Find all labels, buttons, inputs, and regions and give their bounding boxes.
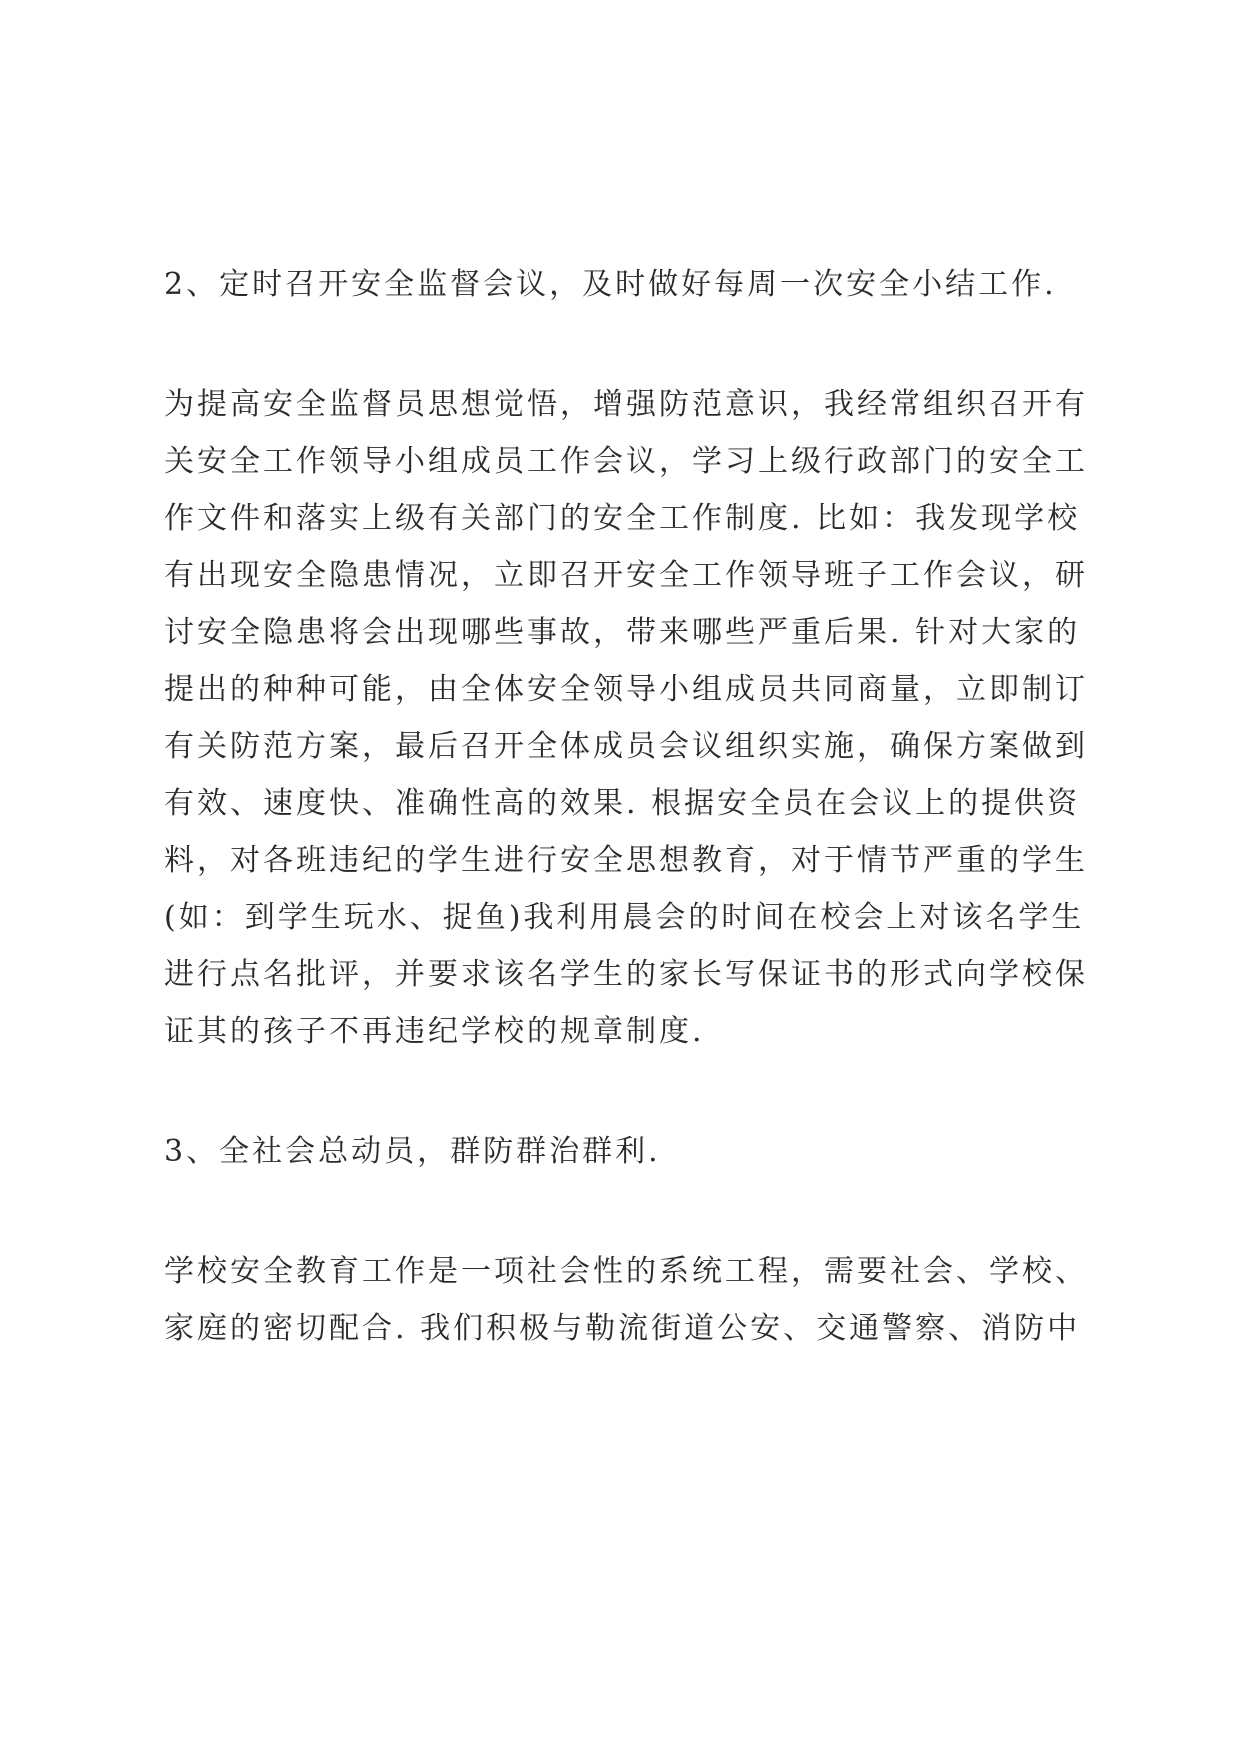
paragraph-line: 家庭的密切配合. 我们积极与勒流街道公安、交通警察、消防中 bbox=[164, 1311, 1081, 1346]
paragraph-line: 讨安全隐患将会出现哪些事故，带来哪些严重后果. 针对大家的 bbox=[164, 615, 1081, 650]
paragraph-line: 关安全工作领导小组成员工作会议，学习上级行政部门的安全工 bbox=[164, 444, 1088, 479]
paragraph-line: 有关防范方案，最后召开全体成员会议组织实施，确保方案做到 bbox=[164, 729, 1088, 764]
paragraph-line: 学校安全教育工作是一项社会性的系统工程，需要社会、学校、 bbox=[164, 1254, 1088, 1289]
paragraph-line: 有效、速度快、准确性高的效果. 根据安全员在会议上的提供资 bbox=[164, 786, 1081, 821]
paragraph-line: 有出现安全隐患情况，立即召开安全工作领导班子工作会议，研 bbox=[164, 558, 1088, 593]
paragraph-line: 证其的孩子不再违纪学校的规章制度. bbox=[164, 1014, 705, 1049]
paragraph-line: 提出的种种可能，由全体安全领导小组成员共同商量，立即制订 bbox=[164, 672, 1088, 707]
section-heading-3: 3、全社会总动员，群防群治群利. bbox=[164, 1134, 661, 1169]
section-heading-2: 2、定时召开安全监督会议，及时做好每周一次安全小结工作. bbox=[164, 267, 1057, 302]
paragraph-line: 作文件和落实上级有关部门的安全工作制度. 比如：我发现学校 bbox=[164, 501, 1081, 536]
paragraph-line: (如：到学生玩水、捉鱼)我利用晨会的时间在校会上对该名学生 bbox=[164, 900, 1085, 935]
paragraph-line: 进行点名批评，并要求该名学生的家长写保证书的形式向学校保 bbox=[164, 957, 1088, 992]
paragraph-line: 为提高安全监督员思想觉悟，增强防范意识，我经常组织召开有 bbox=[164, 387, 1088, 422]
paragraph-line: 料，对各班违纪的学生进行安全思想教育，对于情节严重的学生 bbox=[164, 843, 1088, 878]
